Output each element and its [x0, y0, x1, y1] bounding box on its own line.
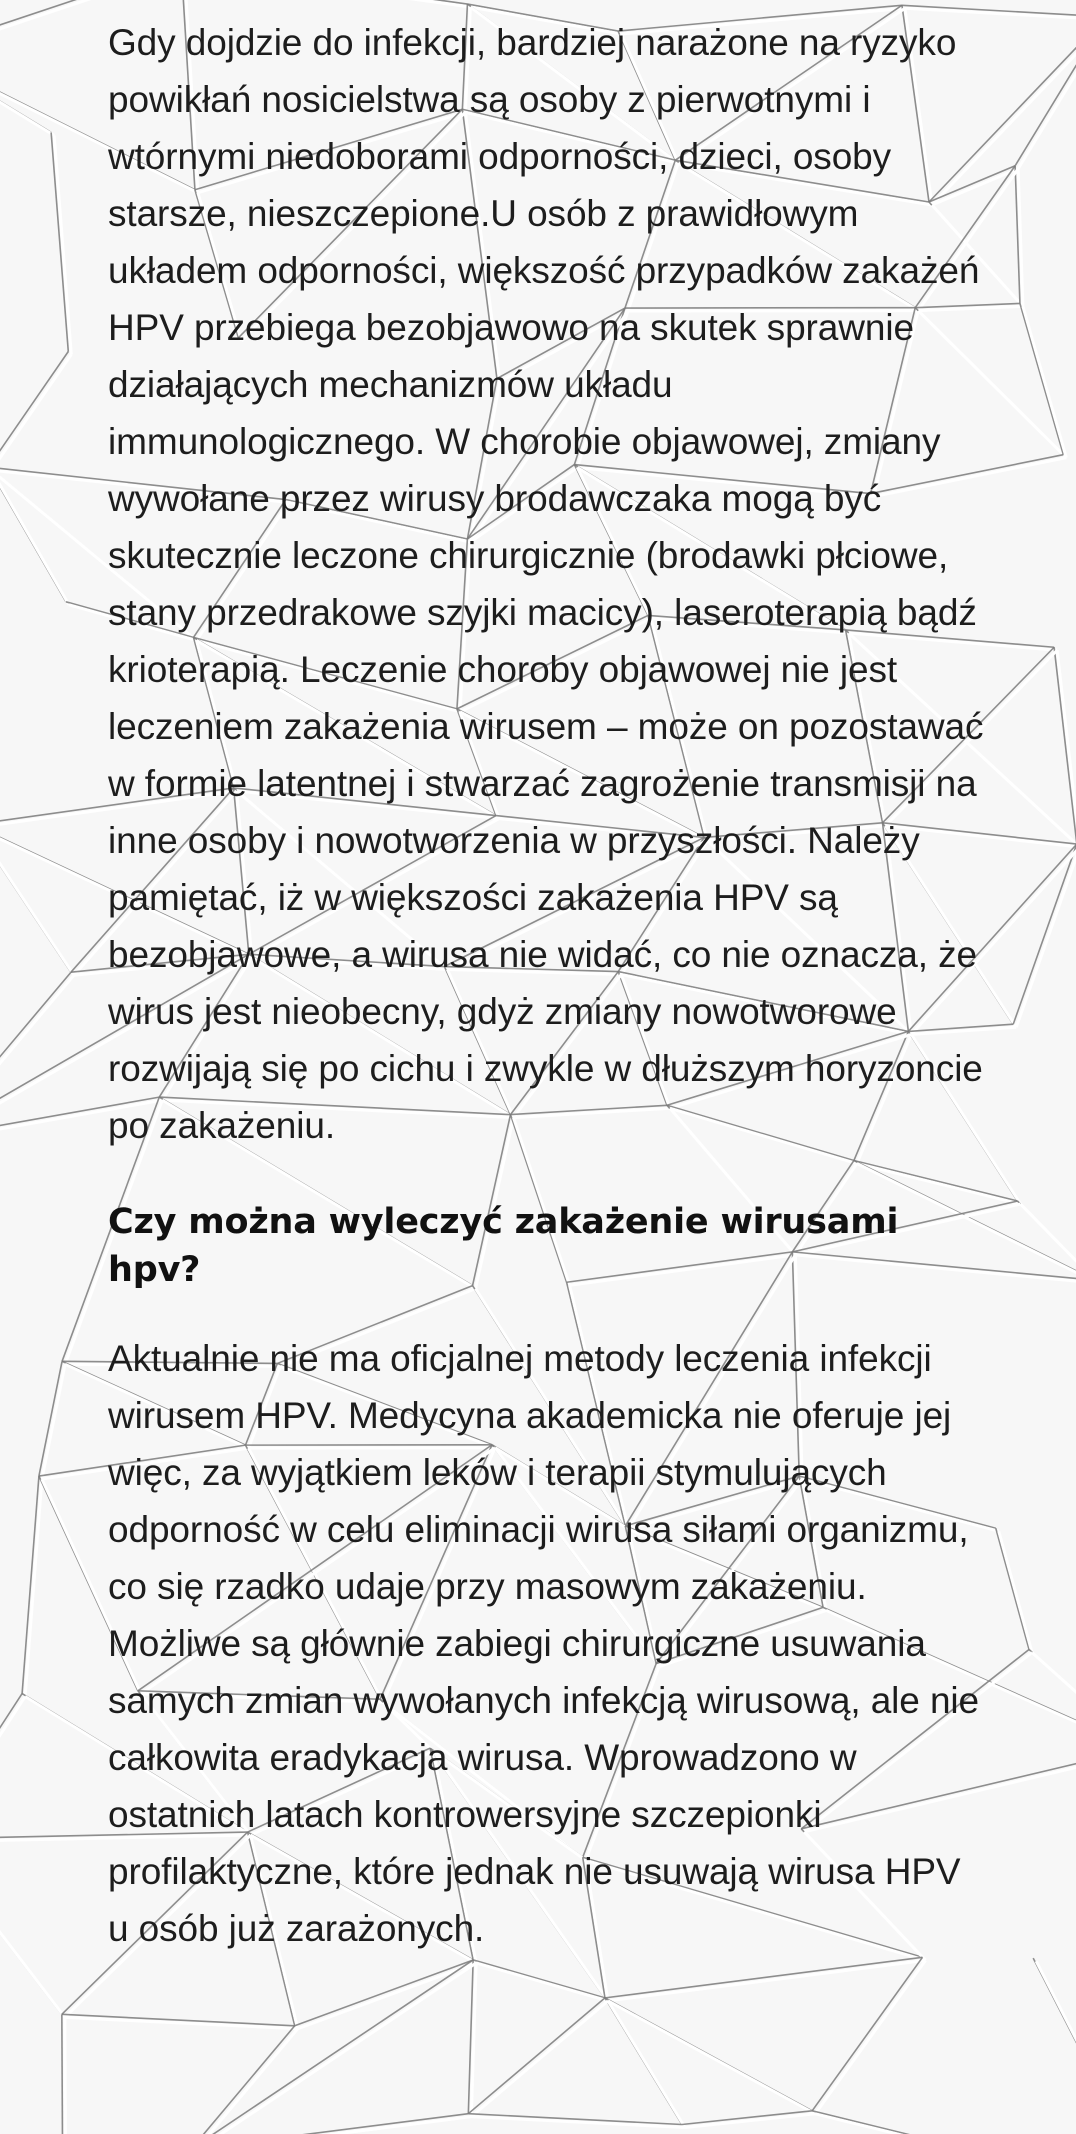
crack-highlight [0, 828, 74, 976]
crack-highlight [476, 1963, 608, 2001]
crack-highlight [25, 1479, 42, 1696]
crack-line [191, 1960, 473, 2134]
crack-line [996, 1528, 1029, 1649]
crack-highlight [298, 1963, 476, 2029]
crack-highlight [0, 975, 74, 1140]
crack-highlight [471, 2117, 685, 2128]
crack-highlight [65, 2017, 298, 2028]
crack-highlight [184, 0, 470, 7]
crack-line [0, 1839, 62, 2014]
crack-highlight [0, 470, 69, 605]
crack-highlight [685, 2114, 815, 2128]
crack-highlight [999, 1531, 1032, 1652]
crack-line [605, 1957, 923, 1998]
crack-highlight [1021, 1204, 1076, 1283]
crack-line [295, 1960, 473, 2026]
crack-line [468, 1998, 605, 2114]
crack-line [1054, 647, 1076, 844]
crack-line [0, 825, 71, 973]
crack-highlight [1032, 1652, 1076, 1751]
crack-line [812, 1957, 922, 2110]
crack-highlight [0, 1842, 65, 2017]
crack-line [0, 52, 51, 133]
crack-highlight [1036, 1961, 1076, 2134]
crack-line [1033, 1958, 1076, 2134]
crack-line [22, 1476, 39, 1693]
crack-highlight [608, 2001, 815, 2114]
crack-highlight [42, 1364, 65, 1479]
article-paragraph: Gdy dojdzie do infekcji, bardziej narażone na ryzyko powikłań nosicielstwa są osoby z pierwotnymi i wtórnymi niedoborami odporności, dzieci, osoby starsze, nieszczepione.U osób z prawidłowym układem odporności, większość przypadków zakażeń HPV przebiega bezobjawowo na skutek sprawnie działających mechanizmów układu immunologicznego. W chorobie objawowej, zmiany wywołane przez wirusy brodawczaka mogą być skutecznie leczone chirurgicznie (brodawki płciowe, stany przedrakowe szyjki macicy), laseroterapią bądź krioterapią. Leczenie choroby objawowej nie jest leczeniem zakażenia wirusem – może on pozostawać w formie latentnej i stwarzać zagrożenie transmisji na inne osoby i nowotworzenia w przyszłości. Należy pamiętać, iż w większości zakażenia HPV są bezobjawowe, a wirusa nie widać, co nie oznacza, że wirus jest nieobecny, gdyż zmiany nowotworowe rozwijają się po cichu i zwykle w dłuższym horyzoncie po zakażeniu. [108, 22, 984, 1146]
crack-highlight [0, 355, 71, 471]
crack-highlight [815, 1960, 925, 2113]
crack-line [1029, 1649, 1076, 1748]
article-content [108, 14, 988, 1957]
crack-line [0, 1694, 22, 1839]
crack-highlight [815, 2114, 1076, 2134]
crack-line [51, 132, 68, 351]
crack-line [62, 2014, 63, 2134]
crack-highlight [54, 135, 71, 354]
crack-line [39, 1361, 62, 1476]
section-heading: Czy można wyleczyć zakażenie wirusami hpv? [108, 1202, 899, 1290]
crack-highlight [608, 1960, 926, 2001]
crack-highlight [0, 1697, 25, 1842]
crack-highlight [0, 55, 54, 136]
crack-line [0, 972, 71, 1137]
crack-highlight [65, 2017, 66, 2134]
article-paragraph: Aktualnie nie ma oficjalnej metody leczenia infekcji wirusem HPV. Medycyna akademicka nie oferuje jej więc, za wyjątkiem leków i terapii stymulujących odporność w celu eliminacji wirusa siłami organizmu, co się rzadko udaje przy masowym zakażeniu. Możliwe są głównie zabiegi chirurgiczne usuwania samych zmian wywołanych infekcją wirusową, ale nie całkowita eradykacja wirusa. Wprowadzono w ostatnich latach kontrowersyjne szczepionki profilaktyczne, które jednak nie usuwają wirusa HPV u osób już zarażonych. [108, 1338, 980, 1949]
crack-highlight [194, 1963, 476, 2134]
crack-highlight [471, 2001, 608, 2117]
crack-line [1013, 844, 1076, 1024]
crack-line [473, 1960, 605, 1998]
